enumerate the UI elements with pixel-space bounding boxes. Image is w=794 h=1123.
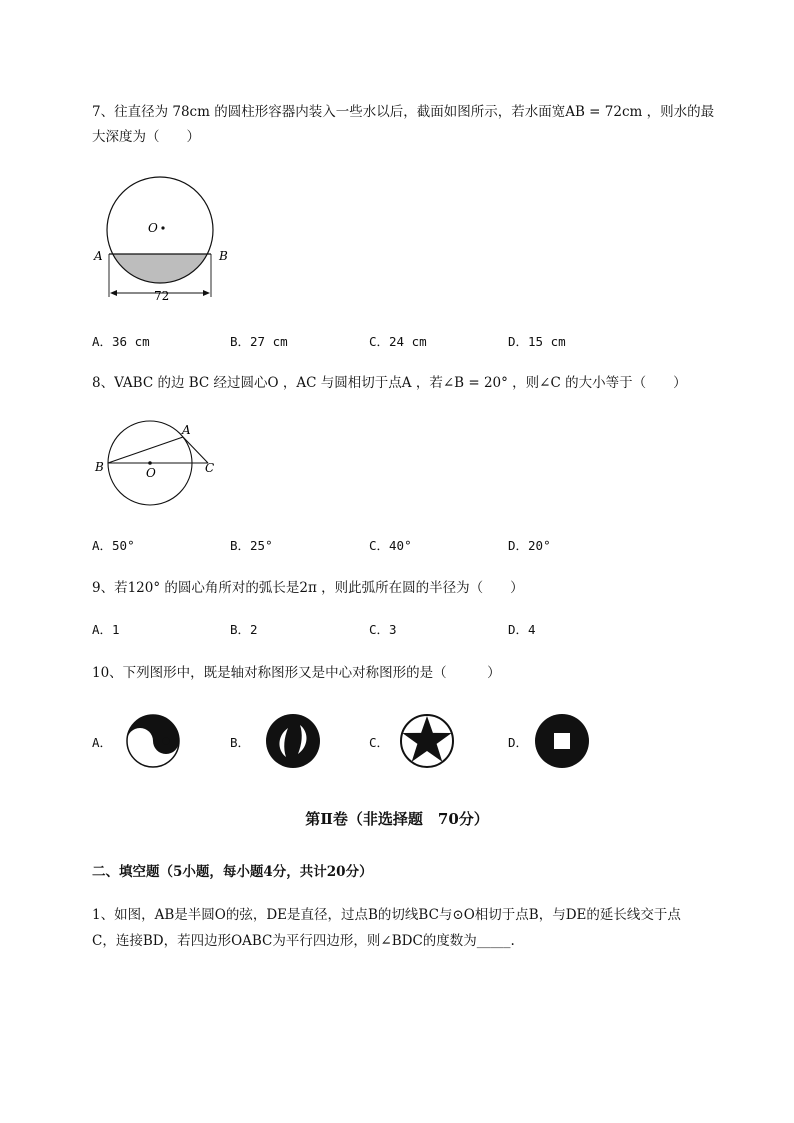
q8-segment-ac [183, 437, 208, 463]
q10-star-in-circle-icon [398, 712, 456, 770]
q7-label-a: A [94, 249, 103, 263]
q9-text: 9、若120° 的圆心角所对的弧长是2π ，则此弧所在圆的半径为（ ） [92, 580, 524, 596]
q8-label-o: O [146, 466, 156, 480]
q8-option-b[interactable]: B．25° [230, 538, 273, 553]
q7-label-width: 72 [154, 289, 170, 303]
q7-option-c[interactable]: C．24 cm [369, 334, 427, 349]
q10-text: 10、下列图形中，既是轴对称图形又是中心对称图形的是（ ） [92, 665, 501, 681]
q7-center-dot [161, 226, 164, 229]
q10-option-a[interactable]: A． [92, 735, 113, 750]
fill1-text-line1: 1、如图，AB是半圆O的弦，DE是直径，过点B的切线BC与⊙O相切于点B，与DE的延长线交于点 [92, 907, 681, 923]
q7-text-line2: 大深度为（ ） [92, 129, 200, 145]
q8-option-c[interactable]: C．40° [369, 538, 412, 553]
q10-option-d[interactable]: D． [508, 735, 529, 750]
q8-label-b: B [95, 460, 104, 474]
q9-option-a[interactable]: A．1 [92, 622, 120, 637]
q7-option-a[interactable]: A．36 cm [92, 334, 150, 349]
q8-label-c: C [205, 461, 215, 475]
fill1-text-line2: C，连接BD，若四边形OABC为平行四边形，则∠BDC的度数为_____. [92, 933, 515, 949]
q7-label-b: B [219, 249, 228, 263]
q10-yin-yang-icon [124, 712, 182, 770]
section-title: 第Ⅱ卷（非选择题 70分） [305, 810, 489, 828]
q8-circle-tangent-figure [90, 415, 230, 510]
q9-option-b[interactable]: B．2 [230, 622, 258, 637]
q10-coin-square-hole-icon [533, 712, 591, 770]
q10-option-c[interactable]: C． [369, 735, 390, 750]
q9-option-d[interactable]: D．4 [508, 622, 536, 637]
q7-option-b[interactable]: B．27 cm [230, 334, 288, 349]
q7-label-o: O [148, 221, 158, 235]
q8-center-dot [148, 461, 152, 465]
q10-leaf-emblem-icon [264, 712, 322, 770]
q9-option-c[interactable]: C．3 [369, 622, 397, 637]
q7-text-line1: 7、往直径为 78cm 的圆柱形容器内装入一些水以后，截面如图所示，若水面宽AB = 72cm ，则水的最 [92, 104, 715, 120]
q10-option-b[interactable]: B． [230, 735, 251, 750]
part-title: 二、填空题（5小题，每小题4分，共计20分） [92, 864, 373, 880]
q8-segment-ba [108, 437, 183, 463]
q8-option-a[interactable]: A．50° [92, 538, 135, 553]
q8-option-d[interactable]: D．20° [508, 538, 551, 553]
q7-water-container-figure [90, 175, 240, 305]
q8-text: 8、VABC 的边 BC 经过圆心O ，AC 与圆相切于点A ，若∠B = 20° ，则∠C 的大小等于（ ） [92, 375, 687, 391]
q8-label-a: A [182, 423, 191, 437]
q7-option-d[interactable]: D．15 cm [508, 334, 566, 349]
